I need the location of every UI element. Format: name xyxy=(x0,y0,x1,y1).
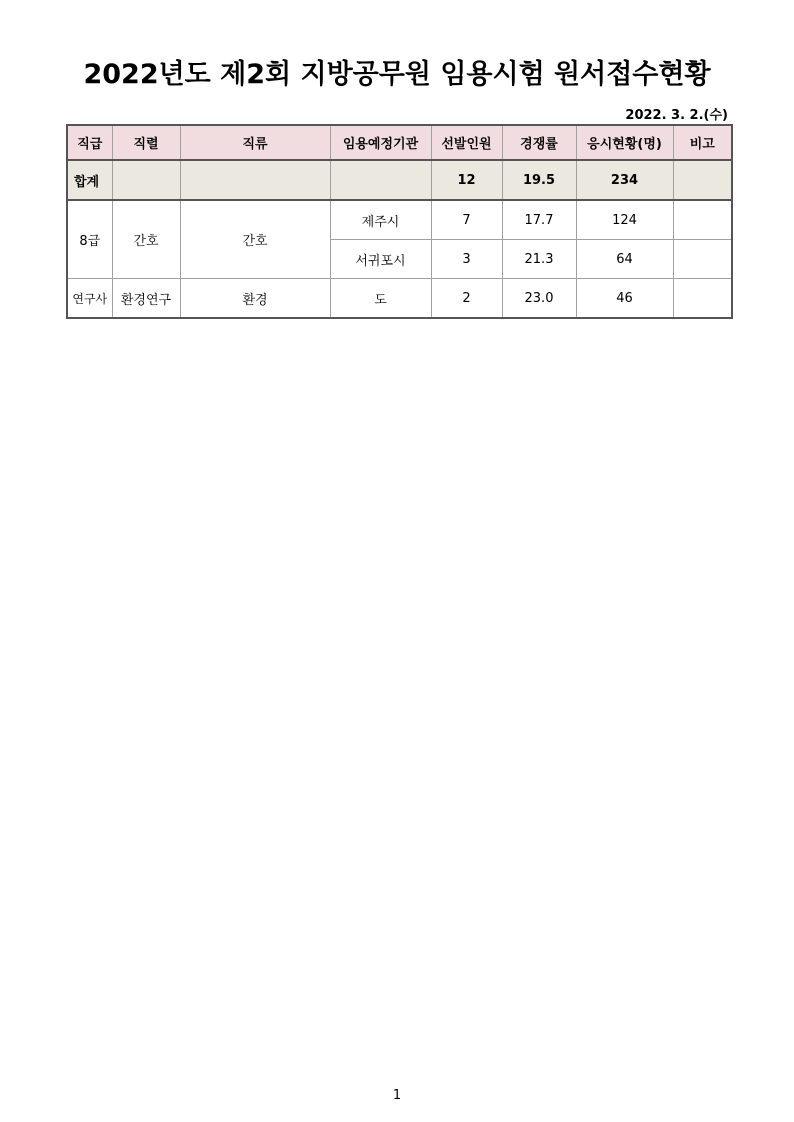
applicants-cell: 46 xyxy=(576,279,673,319)
series-cell: 간호 xyxy=(112,200,180,279)
total-applicants: 234 xyxy=(576,160,673,200)
total-category-cell xyxy=(180,160,330,200)
table-row xyxy=(67,200,732,240)
category-cell: 간호 xyxy=(180,200,330,279)
applicants-cell: 64 xyxy=(576,240,673,279)
header-category: 직류 xyxy=(180,125,330,160)
header-series: 직렬 xyxy=(112,125,180,160)
total-label: 합계 xyxy=(67,160,112,200)
ratio-cell: 17.7 xyxy=(502,200,576,240)
total-note xyxy=(673,160,732,200)
page-number: 1 xyxy=(392,1088,402,1103)
grade-cell: 연구사 xyxy=(67,279,112,319)
header-selected: 선발인원 xyxy=(431,125,502,160)
table-header-row xyxy=(67,125,732,160)
total-row xyxy=(67,160,732,200)
header-note: 비고 xyxy=(673,125,732,160)
application-status-table xyxy=(66,124,733,319)
agency-cell: 도 xyxy=(330,279,431,319)
note-cell xyxy=(673,200,732,240)
note-cell xyxy=(673,279,732,319)
ratio-cell: 23.0 xyxy=(502,279,576,319)
agency-cell: 제주시 xyxy=(330,200,431,240)
header-applicants: 응시현황(명) xyxy=(576,125,673,160)
total-selected: 12 xyxy=(431,160,502,200)
agency-cell: 서귀포시 xyxy=(330,240,431,279)
total-agency-cell xyxy=(330,160,431,200)
header-agency: 임용예정기관 xyxy=(330,125,431,160)
selected-cell: 3 xyxy=(431,240,502,279)
header-grade: 직급 xyxy=(67,125,112,160)
selected-cell: 7 xyxy=(431,200,502,240)
category-cell: 환경 xyxy=(180,279,330,319)
ratio-cell: 21.3 xyxy=(502,240,576,279)
note-cell xyxy=(673,240,732,279)
total-series-cell xyxy=(112,160,180,200)
header-ratio: 경쟁률 xyxy=(502,125,576,160)
grade-cell: 8급 xyxy=(67,200,112,279)
total-ratio: 19.5 xyxy=(502,160,576,200)
document-title: 2022년도 제2회 지방공무원 임용시험 원서접수현황 xyxy=(83,59,711,90)
series-cell: 환경연구 xyxy=(112,279,180,319)
table-row xyxy=(67,279,732,319)
applicants-cell: 124 xyxy=(576,200,673,240)
selected-cell: 2 xyxy=(431,279,502,319)
report-date: 2022. 3. 2.(수) xyxy=(625,108,728,123)
